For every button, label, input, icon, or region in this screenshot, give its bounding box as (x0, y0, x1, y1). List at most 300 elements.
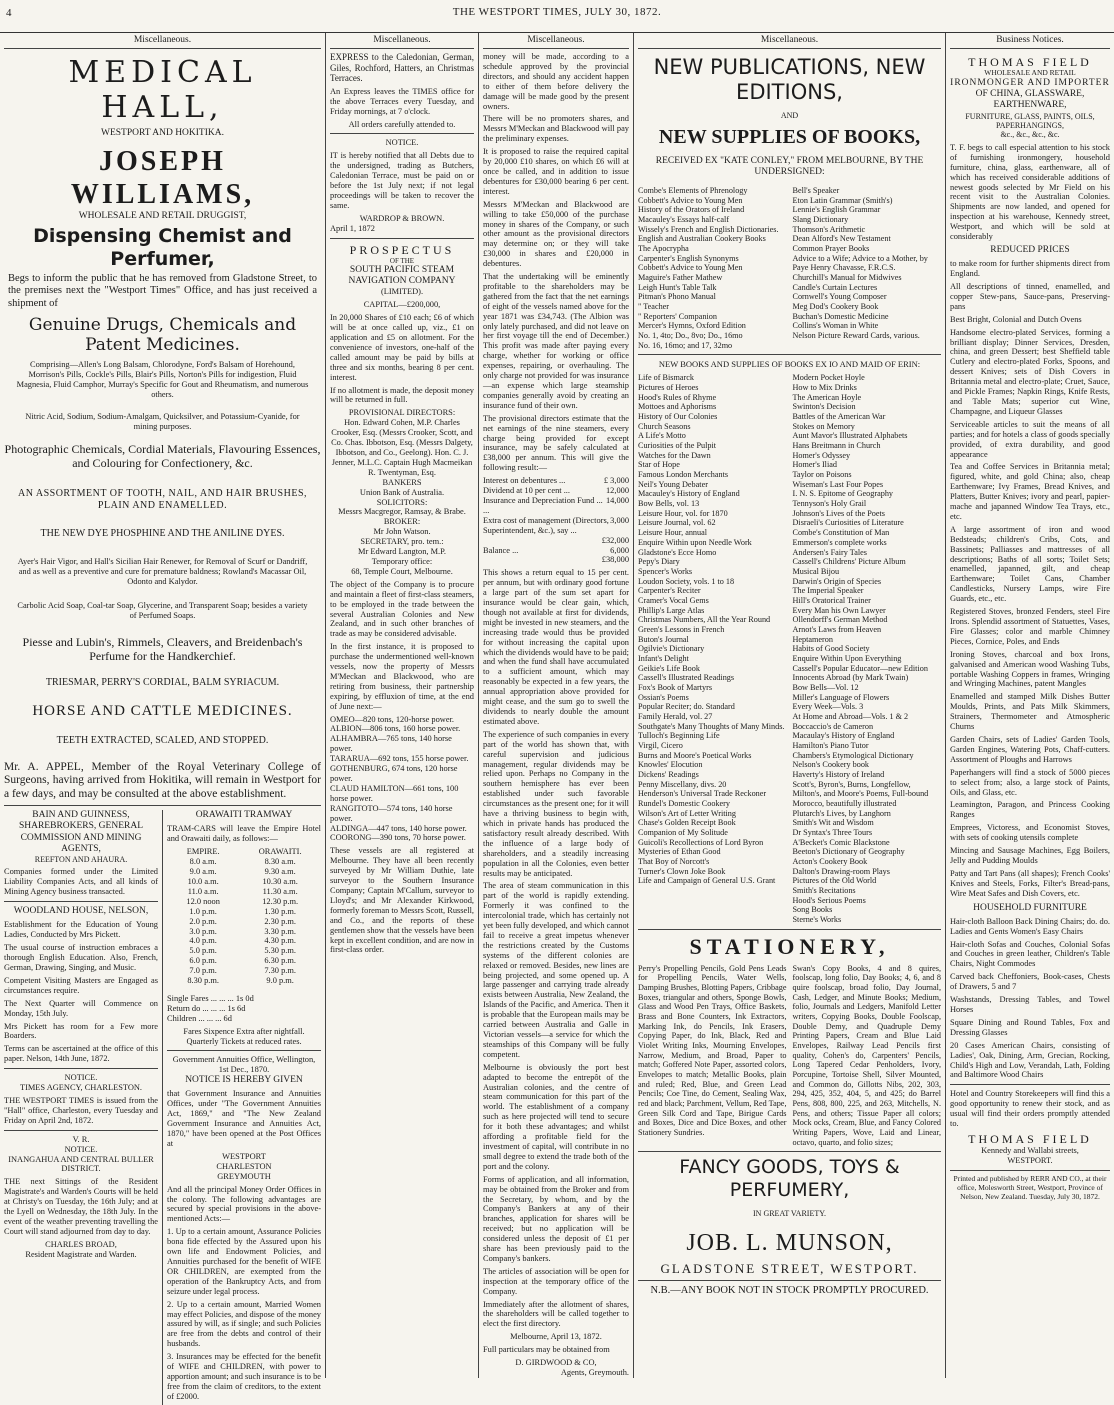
book-title: Dr Syntax's Three Tours (792, 827, 873, 837)
timetable-time: 12.30 p.m. (262, 896, 299, 906)
company-limited: (LIMITED). (380, 287, 424, 297)
stock-item: All descriptions of tinned, enamelled, and copper Stew-pans, Sauce-pans, Preserving-pans (950, 282, 1110, 311)
financial-value: 3,000 (610, 515, 629, 525)
financial-label: Balance ... (483, 545, 519, 555)
book-title: Miller's Language of Flowers (792, 692, 890, 702)
book-title: Henderson's Universal Trade Reckoner (638, 789, 767, 799)
book-title: Cassell's Illustrated Readings (638, 673, 735, 683)
book-title: Leigh Hunt's Table Talk (638, 282, 717, 292)
book-title: Cassell's Childrens' Picture Album (792, 557, 906, 567)
book-title: Burns and Moore's Poetical Works (638, 750, 752, 760)
book-title: Virgil, Cicero (638, 740, 683, 750)
book-title: Tennyson's Holy Grail (792, 499, 867, 509)
fleet-paragraph: In the first instance, it is proposed to purchase the undermentioned well-known vessels, now the property of Messrs M'Meckan and Blackwood, who are retiring from business, their partnership expiring, by effluxion of time, at the end of June next:— (330, 642, 474, 711)
household-heading: HOUSEHOLD FURNITURE (973, 902, 1087, 913)
book-title: Phillip's Large Atlas (638, 605, 705, 615)
book-title: Stokes on Memory (792, 421, 855, 431)
book-title: Arnot's Laws from Heaven (792, 624, 882, 634)
field-china: OF CHINA, GLASSWARE, EARTHENWARE, (975, 89, 1085, 111)
book-title: Scott's, Byron's, Burns, Longfellow, Milton's, and Moore's Poems, Full-bound Morocco, beautifully illustrated (792, 779, 929, 808)
stock-item: Patty and Tart Pans (all shapes); French Cooks' Knives and Steels, Forks, Filter's Bread-pans, Wire Meat Safes and Dish Covers, etc. (950, 868, 1110, 898)
book-title: Smith's Wit and Wisdom (792, 818, 874, 828)
book-title: Smith's Recitations (792, 886, 856, 896)
notice-heading: NOTICE. (64, 1073, 98, 1083)
book-title: Aunt Mavor's Illustrated Alphabets (792, 431, 908, 441)
book-title: Pepy's Diary (638, 557, 680, 567)
book-title: Turner's Clown Joke Book (638, 866, 726, 876)
timetable (167, 847, 321, 986)
book-title: Combe's Constitution of Man (792, 528, 890, 538)
prospectus-of: OF THE (389, 256, 415, 265)
book-title: Every Man his Own Lawyer (792, 605, 886, 615)
column-heading: Miscellaneous. (483, 33, 629, 49)
imprint: Printed and published by RERR AND CO., at their office, Molesworth Street, Westport, Province of Nelson, New Zealand. Tuesday, July 30, 1872. (953, 1173, 1107, 1201)
ship-entry: GOTHENBURG, 674 tons, 120 horse power. (330, 764, 458, 784)
stationery-heading: STATIONERY, (689, 933, 890, 959)
book-title: Rundel's Domestic Cookery (638, 798, 730, 808)
timetable-time: 6.0 p.m. (189, 956, 217, 966)
times-agency: TIMES AGENCY, CHARLESTON. (19, 1083, 143, 1093)
column-heading: Miscellaneous. (330, 33, 474, 49)
woodland-p6: Terms can be ascertained at the office of this paper. Nelson, 14th June, 1872. (4, 1044, 158, 1064)
book-title: Popular Reciter; do. Standard (638, 702, 735, 712)
page-header (0, 0, 1114, 33)
book-title: Boccaccio's de Cameron (792, 721, 874, 731)
book-title: Eton Latin Grammar (Smith's) (792, 195, 893, 205)
furniture-item: Hair-cloth Balloon Back Dining Chairs; do. do. Ladies and Gents Women's Easy Chairs (950, 916, 1110, 936)
ad-comprising: Comprising—Allen's Long Balsam, Chlorodyne, Ford's Balsam of Horehound, Morrison's Pills, Cockle's Pills, Blair's Pills, Norton's Pills for indigestion, Fluid Magnesia, Fluid Camphor, Murray's Specific for Gout and Rheumatism, and numerous others. (16, 360, 309, 399)
para-3: It is proposed to raise the required capital by 20,000 £10 shares, on which £6 will at once be called, and in addition to issue debentures for £30,000 bearing 6 per cent. interest. (483, 147, 629, 196)
timetable-time: 10.30 a.m. (262, 876, 298, 886)
book-title: Pitman's Phono Manual (638, 292, 716, 302)
express-ad-2: An Express leaves the TIMES office for the above Terraces every Tuesday, and Friday mornings, at 7 o'clock. (330, 86, 474, 116)
govt-points (167, 1227, 321, 1401)
book-title: Swinton's Decision (792, 402, 856, 412)
para-6: The provisional directors estimate that the net earnings of the nine steamers, every charge being provided for except insurance, may be safely calculated at £38,000 per annum. This will give the following result:— (483, 413, 629, 473)
booklist-2 (638, 373, 941, 924)
book-title: Lennie's English Grammar (792, 205, 881, 215)
book-title: Family Herald, vol. 27 (638, 711, 713, 721)
ship-entry: ALBION—806 tons, 160 horse power. (330, 724, 461, 734)
broker: Mr John Watson. (373, 527, 431, 537)
book-title: Leisure Journal, vol. 62 (638, 518, 716, 528)
secretary: Mr Edward Langton, M.P. (358, 547, 446, 557)
nb-line: N.B.—ANY BOOK NOT IN STOCK PROMPTLY PROCURED. (650, 1285, 929, 1297)
stationery-col-b: Swan's Copy Books, 4 and 8 quires, foolscap, long folio, Day Books; 4, 6, and 8 quire foolscap, broad folio, Day Journal, Cash, Ledger, and Minute Books; Medium, folio, Journals and Ledgers, Manifold Letter writers, Copying Books, Double Foolscap, Double Demy, and Quadruple Demy Printing Papers, Cream and Blue Laid Envelopes, Railway Lead Pencils first quality, Cohen's do, Carpenters' Pencils, Long Tapered Cedar Penholders, Ivory, Porcupine, Tortoise Shell, Silver Mounted, and Common do, Gillotts Nibs, 202, 303, 294, 425, 352, 404, 5, and 425; do Barrel Pens, 808, 800, 225, and 263, Mitchells, N. Pens, and others; Tissue Paper all colors; Mock ocks, Cream, Blue, and Fancy Colored Writing Papers, Wove, Laid and Linear, octavo, quarto, and folio sizes; (792, 963, 941, 1147)
book-title: Meg Dod's Cookery Book (792, 302, 879, 312)
book-title: Thomson's Arithmetic (792, 224, 866, 234)
book-title: Darwin's Origin of Species (792, 576, 882, 586)
bankers: Union Bank of Australia. (359, 487, 445, 497)
masthead: THE WESTPORT TIMES, JULY 30, 1872. (452, 6, 662, 18)
timetable-time: 9.0 a.m. (189, 867, 217, 877)
stock-item: Paperhangers will find a stock of 5000 pieces to select from; also, a large stock of Paints, Oils, and Glass, etc. (950, 767, 1110, 797)
book-title: Chambers's Etymological Dictionary (792, 750, 914, 760)
book-title: Wilson's Art of Letter Writing (638, 808, 736, 818)
ad-subtitle: WESTPORT AND HOKITIKA. (100, 127, 224, 138)
book-title: Chase's Golden Receipt Book (638, 818, 736, 828)
book-title: Disraeli's Curiosities of Literature (792, 518, 904, 528)
stock-item: Tea and Coffee Services in Britannia metal; figured, white, and gold China; also, cheap Earthenware; Ivy Frames, Bread Knives, and Platters, Butter Knives; ivory and pearl, papier-mache and japanned Window Tea Trays, etc., etc. (950, 462, 1110, 521)
timetable-time: 2.30 p.m. (264, 916, 296, 926)
para-2: There will be no promoters shares, and Messrs M'Meckan and Blackwood will pay the preliminary expenses. (483, 114, 629, 144)
book-title: Cobbett's Advice to Young Men (638, 263, 743, 273)
furniture-item: Washstands, Dressing Tables, and Towel Horses (950, 995, 1110, 1015)
timetable-time: 9.0 p.m. (266, 976, 294, 986)
ship-entry: OMEO—820 tons, 120-horse power. (330, 714, 454, 724)
book-title: Bell's Speaker (792, 185, 840, 195)
timetable-time: 12.0 noon (186, 896, 220, 906)
timetable-time: 1.0 p.m. (189, 906, 217, 916)
book-title: Acton's Cookery Book (792, 857, 868, 866)
woodland-p4: The Next Quarter will Commence on Monday, 15th July. (4, 998, 158, 1018)
capital-body: In 20,000 Shares of £10 each; £6 of which will be at once called up, viz., £1 on application and £5 on allotment. For the convenience of investors, one-half of the called amount may be paid by bills at three and six months, bearing 8 per cent. interest. (330, 313, 474, 382)
book-title: Southgate's Many Thoughts of Many Minds. (638, 721, 785, 731)
book-title: Habits of Good Society (792, 644, 870, 654)
timetable-time: 5.30 p.m. (264, 946, 296, 956)
orawaiti-tramway (167, 810, 321, 1404)
book-title: Knowles' Elocution (638, 760, 703, 770)
book-title: Collins's Woman in White (792, 321, 879, 331)
ad-genuine: Genuine Drugs, Chemicals and Patent Medicines. (28, 315, 297, 356)
book-title: Heptameron (792, 634, 833, 644)
book-title: Haverty's History of Ireland (792, 769, 885, 779)
book-title: The Imperial Speaker (792, 586, 864, 596)
agents-line: Agents, Greymouth. (560, 1368, 629, 1377)
financial-row (483, 516, 629, 536)
book-title: Bow Bells—Vol. 12 (792, 682, 859, 692)
field-furn: FURNITURE, GLASS, PAINTS, OILS, PAPERHANGINGS, (965, 111, 1095, 131)
book-title: Musical Bijou (792, 566, 840, 576)
book-title: Enquire Within upon Needle Work (638, 537, 752, 547)
book-title: Dalton's Drawing-room Plays (792, 866, 890, 876)
column-3 (478, 33, 633, 1378)
book-title: Candle's Curtain Lectures (792, 282, 878, 292)
ships-paragraph: These vessels are all registered at Melbourne. They have all been recently surveyed by Mr William Duthie, late surveyor to the Southern Insurance Company; Captain M'Callum, surveyor to Lloyd's; and Mr Alexander Kirkwood, formerly foreman to Messrs Scott, Russell, and Co., and the reports of these gentlemen show that the vessels have been kept in excellent condition, and are now in first-class order. (330, 846, 474, 955)
express-ad: EXPRESS to the Caledonian, German, Giles, Rochford, Hatters, an Christmas Terraces. (330, 52, 474, 84)
book-title: Wissely's French and English Dictionaries. (638, 224, 779, 234)
timetable-time: 11.0 a.m. (187, 886, 219, 896)
book-title: " Teacher (638, 302, 670, 312)
govt-point: 1. Up to a certain amount, Assurance Policies bona fide effected by the Assured upon his own life and Endowment Policies, and Annuities purchased for the benefit of WIFE OR CHILDREN, are exempted from the operation of the Bankruptcy Acts, and from seizure under legal process. (167, 1227, 321, 1296)
date-line: Melbourne, April 13, 1872. (510, 1332, 602, 1342)
stationery-body (638, 964, 941, 1148)
variety: IN GREAT VARIETY. (753, 1209, 826, 1219)
munson: JOB. L. MUNSON, (686, 1229, 893, 1256)
book-title: Fox's Book of Martyrs (638, 682, 713, 692)
books-headline-2: NEW SUPPLIES OF BOOKS, (658, 125, 921, 148)
ships-list (330, 715, 474, 844)
stock-item: Garden Chairs, sets of Ladies' Garden Tools, Garden Engines, Watering Pots, Chaff-cutters. Assortment of Ploughs and Harrows (950, 734, 1110, 764)
book-title: History of Our Colonies (638, 412, 718, 422)
book-title: Carpenter's Reciter (638, 586, 701, 596)
book-title: Homer's Iliad (792, 460, 837, 470)
ad-intro: Begs to inform the public that he has removed from Gladstone Street, to the premises next the "Westport Times" Office, and has just received a shipment of (8, 273, 317, 309)
book-title: Famous London Merchants (638, 470, 729, 480)
financial-value: 12,000 (605, 486, 629, 496)
stock-item: Handsome electro-plated Services, forming a brilliant display; Dinner Services, Dresden, china, and green Dessert; best Sheffield table Cutlery and electro-plated Forks, Spoons, and dessert Knives; sets of Dish Covers in Britannia metal and electro-plate; Cruet, Sauce, and Pickle Frames; Napkin Rings, Knife Rests, and Table Mats; superior cut Wine, Champagne, and Liqueur Glasses (950, 327, 1110, 416)
field-iron: IRONMONGER AND IMPORTER (950, 78, 1110, 88)
timetable-time: 8.0 a.m. (189, 857, 217, 867)
ship-entry: ALHAMBRA—765 tons, 140 horse power. (330, 734, 452, 754)
book-title: Modern Pocket Hoyle (792, 373, 865, 383)
book-title: Guicoli's Recollections of Lord Byron (638, 837, 764, 847)
book-title: Every Week—Vols. 3 (792, 702, 864, 712)
book-title: That Boy of Norcott's (638, 857, 710, 866)
financial-label: Extra cost of management (Directors, Superintendent, &c.), say ... (483, 515, 609, 535)
book-title: Nelson's Cookery book (792, 760, 870, 770)
times-agency-body: THE WESTPORT TIMES is issued from the "Hall" office, Charleston, every Tuesday and Friday on April 2nd, 1872. (4, 1096, 158, 1125)
book-title: Macauley's History of England (638, 489, 740, 499)
financial-row (483, 536, 629, 546)
book-title: Churchill's Manual for Midwives (792, 273, 902, 283)
govt-notice-heading: NOTICE IS HEREBY GIVEN (185, 1075, 303, 1086)
advertiser-name: JOSEPH WILLIAMS, (70, 145, 255, 211)
book-title: Carpenter's English Synonyms (638, 253, 739, 263)
bain-heading: BAIN AND GUINNESS, SHAREBROKERS, GENERAL COMMISSION AND MINING AGENTS, (18, 810, 144, 854)
fare-line: Return do ... ... ... 1s 6d (167, 1003, 246, 1013)
para-9: The area of steam communication in this part of the world is rapidly extending. Formerly it was confined to the intercolonial trade, which has certainly not yet been fully developed, and which cannot fail to receive a great impetus whenever the restrictions created by the Customs systems of the different colonies are relaxed or removed. Besides, new lines are being projected, and some opened up. A large passenger and carrying trade already exists between Australia, New Zealand, the Islands of the Pacific, and America. Then it is probable that the European mails may be carried between Australia and Galle in Victorian vessels—a service for which the steamships of this Company will be fully competent. (483, 881, 629, 1059)
book-title: Song Books (792, 905, 833, 915)
govt-point: 2. Up to a certain amount, Married Women may effect Policies, and dispose of the money assured by will, as if single; and such Policies are free from the debts and control of their husbands. (167, 1299, 321, 1349)
broker-heading: BROKER: (383, 517, 421, 527)
orawaiti-heading: ORAWAITI TRAMWAY (195, 810, 293, 821)
field-etc: &c., &c., &c., &c. (1000, 130, 1060, 140)
books-and: AND (780, 110, 799, 120)
book-title: Infant's Delight (638, 653, 689, 663)
financial-value: £32,000 (601, 535, 629, 545)
book-title: Cassell's Popular Educator—new Edition (792, 663, 928, 673)
stock-item: Ironing Stoves, charcoal and box Irons, galvanised and American wood Washing Tubs, portable Washing Coppers in frames, Wringing and Wringing Machines, patent Mangles (950, 649, 1110, 689)
ad-piesse: Piesse and Lubin's, Rimmels, Cleavers, and Breidenbach's Perfume for the Handkerchief. (22, 634, 303, 664)
financial-row (483, 476, 629, 486)
book-title: At Home and Abroad—Vols. 1 & 2 (792, 711, 909, 721)
stock-item: A large assortment of iron and wood Bedsteads; children's Cribs, Cots, and Bassinets; Palliasses and mattresses of all descriptions; Baths of all sorts; Toilet Sets; enamelled, japanned, gilt, and cheap Earthenware; Toilet Cans, Chamber Candlesticks, Nursery Lamps, wire Fire Guards, etc., etc. (950, 524, 1110, 604)
timetable-time: 4.0 p.m. (189, 936, 217, 946)
financial-row (483, 546, 629, 556)
booklist-1 (638, 186, 941, 350)
woodland-p2: The usual course of instruction embraces a thorough English Education. Also, French, German, Drawing, Singing, and Music. (4, 943, 158, 973)
place-westport: WESTPORT (222, 1151, 266, 1161)
financial-value: 6,000 (610, 545, 629, 555)
girdwood: D. GIRDWOOD & CO, (515, 1358, 597, 1368)
ship-entry: CLAUD HAMILTON—661 tons, 100 horse power. (330, 783, 459, 803)
book-title: Pictures of the Old World (792, 876, 877, 886)
column-4 (633, 33, 945, 1378)
financial-row (483, 486, 629, 496)
items-list (950, 282, 1110, 899)
reduced-heading: REDUCED PRICES (990, 244, 1070, 255)
ship-entry: TARARUA—692 tons, 155 horse power. (330, 754, 469, 764)
govt-body-2: And all the principal Money Order Offices in the colony. The following advantages are secured by special provisions in the above-mentioned Acts:— (167, 1184, 321, 1224)
vr-mark: V. R. (72, 1134, 90, 1144)
book-title: Cramer's Vocal Gems (638, 595, 709, 605)
book-title: Advice to a Wife; Advice to a Mother, by Paye Henry Chavasse, F.R.C.S. (792, 253, 928, 273)
book-title: Innocents Abroad (by Mark Twain) (792, 673, 909, 683)
para-8: The experience of such companies in every part of the world has shown that, with careful supervision and judicious management, regular dividends may be relied upon. Perhaps no Company in the southern hemisphere has ever been established under such favorable circumstances as the present one; for it will have a thriving business to begin with, which in private hands has produced the satisfactory result already described. With the influence of a large body of shareholders, and a steadily increasing population in all the Colonies, even better results may be anticipated. (483, 729, 629, 878)
book-title: Slang Dictionary (792, 214, 849, 224)
broad-title: Resident Magistrate and Warden. (25, 1249, 137, 1259)
stock-item: Registered Stoves, bronzed Fenders, steel Fire Irons. Splendid assortment of Statuettes, Vases, Fire Glasses; color and marble Chimney Pieces, Cornice, Poles, and Ends (950, 607, 1110, 646)
column-2 (325, 33, 478, 1378)
book-title: Christmas Numbers, All the Year Round (638, 615, 771, 625)
financial-value: £38,000 (601, 555, 629, 565)
ship-entry: ALDINGA—447 tons, 140 horse power. (330, 823, 467, 833)
inangahua-heading: INANGAHUA AND CENTRAL BULLER DISTRICT. (8, 1154, 154, 1174)
notice-date: April 1, 1872 (330, 223, 375, 233)
notice-heading: NOTICE. (385, 138, 419, 148)
financial-value: 14,000 (605, 495, 629, 505)
allotment: If no allotment is made, the deposit money will be returned in full. (330, 385, 474, 405)
book-title: Hood's Rules of Rhyme (638, 392, 717, 402)
timetable-time: 5.0 p.m. (189, 946, 217, 956)
book-title: Dean Alford's New Testament (792, 234, 891, 244)
notice-heading-2: NOTICE. (64, 1144, 98, 1154)
book-title: Tulloch's Beginning Life (638, 731, 720, 741)
munson-address: GLADSTONE STREET, WESTPORT. (660, 1260, 919, 1276)
orawaiti-intro: TRAM-CARS will leave the Empire Hotel and Orawaiti daily, as follows:— (167, 824, 321, 844)
ad-dye: THE NEW DYE PHOSPHINE AND THE ANILINE DYES. (40, 527, 285, 539)
express-ad-3: All orders carefully attended to. (348, 119, 456, 129)
book-title: Emmerson's complete works (792, 537, 887, 547)
book-title: The American Hoyle (792, 392, 862, 402)
ad-triesmar: TRIESMAR, PERRY'S CORDIAL, BALM SYRIACUM. (45, 677, 280, 689)
book-title: Common Prayer Books (792, 244, 870, 253)
book-title: A Life's Motto (638, 431, 686, 441)
fares-note: Fares Sixpence Extra after nightfall. Quarterly Tickets at reduced rates. (183, 1026, 305, 1046)
book-title: Leisure Hour, vol. for 1870 (638, 508, 728, 518)
book-title: Green's Lessons in French (638, 624, 725, 634)
solicitors-heading: SOLICITORS: (376, 497, 428, 507)
ad-brushes: AN ASSORTMENT OF TOOTH, NAIL, AND HAIR BRUSHES, PLAIN AND ENAMELLED. (17, 488, 308, 511)
office-heading: Temporary office: (371, 556, 433, 566)
kennedy: Kennedy and Wallabi streets, (981, 1146, 1079, 1156)
directors: Hon. Edward Cohen, M.P. Charles Crooker, Esq. (Messrs Crooker, Scott, and Co. Chas. Ibbotson, Esq. (Messrs Dalgety, Ibbotson, and Co., Geelong). Hon. C. J. Jenner, M.L.C. Captain Hugh Macmeikan R. Twentyman, Esq. (331, 418, 473, 477)
stock-item: Enamelled and stamped Milk Dishes Butter Moulds, Prints, and Pats Milk Skimmers, Strainers, Thermometer and Atmospheric Churns (950, 692, 1110, 732)
book-title: Macauley's Essays half-calf (638, 214, 730, 224)
timetable-time: 7.0 p.m. (189, 966, 217, 976)
bankers-heading: BANKERS (382, 477, 422, 487)
trade-line: WHOLESALE AND RETAIL DRUGGIST, (78, 211, 247, 222)
stationery-col-a: Perry's Propelling Pencils, Gold Pens Leads for Propelling Pencils, Water Wells, Damping Brushes, Blotting Papers, Cribbage Boxes, triangular and others, Sponge Bowls, Glass and Wood Pen Trays, Office Baskets, Brass and Bone Counters, Ink Extractors, Marking Ink, do Pencils, Ink Erasers, Copying Paper, do Ink, Black, Red and Violet Writing Inks, Mourning Envelopes, Narrow, Medium, and Broad, Paper to match; Goffered Note Paper, assorted colors, Envelopes to match; Metallic Books, plain and ruled; Red, Blue, and Green Lead Pencils; Coe Tine, do Cement, Sealing Wax, red and black; Parchment, Vellum, Red Tape, Green Silk Cord and Tape, Birigue Cards and Boxes, Dice and Dice Boxes, and other Stationery Sundries. (638, 963, 787, 1138)
book-title: Geikie's Life Book (638, 663, 700, 673)
left-subcolumn (4, 810, 163, 1404)
woodland-body: Establishment for the Education of Young Ladies, Conducted by Mrs Pickett. (4, 920, 158, 940)
column-heading: Business Notices. (950, 33, 1110, 49)
erin-heading: NEW BOOKS AND SUPPLIES OF BOOKS EX IO AND MAID OF ERIN: (658, 359, 921, 370)
book-title: Taylor on Poisons (792, 470, 852, 480)
para-11: Forms of application, and all information, may be obtained from the Broker and from the Secretary, by whom, and by the Company's Bankers at any of their branches, application for shares will be received; but no application will be considered unless the deposit of £1 per share has been previously paid to the Company's bankers. (483, 1174, 629, 1263)
place-greymouth: GREYMOUTH (217, 1171, 271, 1181)
directors-heading: PROVISIONAL DIRECTORS: (348, 408, 456, 418)
ad-ayer: Ayer's Hair Vigor, and Hall's Sicilian Hair Renewer, for Removal of Scurf or Dandriff, and as well as a preventive and cure for premature baldness; Rowland's Macassar Oil, Odonto and Kalydor. (17, 557, 308, 587)
timetable-time: 1.30 p.m. (264, 906, 296, 916)
book-title: I. N. S. Epitome of Geography (792, 489, 894, 499)
book-title: Buton's Journal (638, 634, 689, 644)
para-5: That the undertaking will be eminently profitable to the shareholders may be gathered from the fact that the net earnings of eight of the vessels named above for the year 1871 was £34,743. (The Albion was only lately purchased, and did not leave on her first voyage till the end of December.) This profit was made after paying every charge, whether for working or office expenses, repairing, or overhauling. The only charge not provided for was insurance—an expense which large steamship companies generally avoid by creating an insurance fund of their own. (483, 272, 629, 410)
field-body: T. F. begs to call especial attention to his stock of furnishing ironmongery, household furniture, china, glass, earthenware, all of which has received considerable additions of newest goods selected by Mr Field on his recent visit to the Australian Colonies. Shipments are now landed, and opened for inspection at his warehouse, Kennedy street, Westport, and which will be sold at considerably (950, 142, 1110, 242)
book-title: Macaulay's History of England (792, 731, 895, 741)
financial-label: Insurance and Depreciation Fund ... ... (483, 495, 603, 515)
book-title: Hans Breitmann in Church (792, 441, 881, 451)
financial-row (483, 496, 629, 516)
timetable-time: 8.30 a.m. (264, 857, 296, 867)
ship-entry: RANGITOTO—574 tons, 140 horse power. (330, 803, 453, 823)
timetable-time: 3.30 p.m. (264, 926, 296, 936)
govt-office: Government Annuities Office, Wellington, 1st Dec., 1870. (172, 1055, 316, 1075)
book-title: Mercer's Hymns, Oxford Edition (638, 321, 746, 331)
book-title: Companion of My Solitude (638, 827, 728, 837)
ad-photographic: Photographic Chemicals, Cordial Materials, Flavouring Essences, and Colouring for Confectionery, &c. (4, 441, 321, 470)
fare-line: Single Fares ... ... ... 1s 0d (167, 993, 254, 1003)
book-title: Ossian's Poems (638, 692, 689, 702)
ad-teeth: TEETH EXTRACTED, SCALED, AND STOPPED. (56, 734, 269, 746)
field-name-2: THOMAS FIELD (968, 1131, 1092, 1146)
column-heading: Miscellaneous. (4, 33, 321, 49)
timetable-time: 7.30 p.m. (264, 966, 296, 976)
book-title: No. 16, 16mo; and 17, 32mo (638, 340, 733, 350)
book-title: Hamilton's Piano Tutor (792, 740, 869, 750)
fare-line: Children ... ... ... 6d (167, 1013, 232, 1023)
company-name: SOUTH PACIFIC STEAM NAVIGATION COMPANY (348, 265, 456, 287)
page-number: 4 (6, 7, 12, 19)
stock-item: Emprees, Victoress, and Economist Stoves, with sets of cooking utensils complete (950, 823, 1110, 843)
timetable-time: 8.30 p.m. (187, 976, 219, 986)
timetable-col-empire: EMPIRE. (186, 847, 220, 857)
book-title: Ogilvie's Dictionary (638, 644, 705, 654)
para-10: Melbourne is obviously the port best adapted to become the entrepôt of the Australian colonies, and the centre of steam communication for this part of the world. The establishment of a company such as here projected will tend to secure for it both these advantages; and whilst affording a profitable field for the investment of capital, will contribute in no small degree to extend the trade both of the port and the colony. (483, 1062, 629, 1171)
stock-item: Serviceable articles to suit the means of all parties; and for hotels a class of goods specially provided, of extra durability, and good appearance (950, 419, 1111, 459)
furniture-item: Hair-cloth Sofas and Couches, Colonial Sofas and Couches in green leather, Children's Table Chairs, Night Commodes (950, 939, 1110, 969)
furniture-item: Square Dining and Round Tables, Fox and Dressing Glasses (950, 1017, 1110, 1037)
book-title: Curiosities of the Pulpit (638, 441, 717, 451)
book-title: No. 1, 4to; Do., 8vo; Do., 16mo (638, 331, 743, 341)
column-heading: Miscellaneous. (638, 33, 941, 49)
column-1 (0, 33, 325, 1401)
field-name: THOMAS FIELD (968, 55, 1092, 69)
para-7: This shows a return equal to 15 per cent. per annum, but with ordinary good fortune a large part of the sum set apart for insurance would be clear gain, which, though not available at first for dividends, might be invested in new steamers, and the increasing trade would thus be provided for without increasing the capital upon which the dividends would have to be paid; and when the fund shall have accumulated to a sufficient amount, which may reasonably be expected in a few years, the annual appropriation above provided for might cease, and the sum go to swell the dividends to nearly double the amount estimated above. (483, 568, 629, 726)
book-title: Buchan's Domestic Medicine (792, 311, 889, 321)
book-title: Dickens' Readings (638, 769, 699, 779)
book-title: The Apocrypha (638, 244, 689, 253)
govt-point: 3. Insurances may be effected for the benefit of WIFE and CHILDREN, with power to apportion amount; and such insurance is to be free from the claim of creditors, to the extent of £2000. (167, 1352, 321, 1401)
inangahua-body: THE next Sittings of the Resident Magistrate's and Warden's Courts will be held at Christy's on Tuesday, the 16th July; and at the Lyell on Wednesday, the 18th July. In the event of the weather preventing travelling the Court will stand adjourned from day to day. (4, 1177, 158, 1236)
book-title: Spencer's Works (638, 566, 693, 576)
para-13: Immediately after the allotment of shares, the shareholders will be called together to elect the first directory. (483, 1299, 629, 1329)
financial-label: Interest on debentures ... (483, 476, 566, 486)
book-title: Life of Bismarck (638, 373, 694, 383)
book-title: History of the Orators of Ireland (638, 205, 745, 215)
woodland-p5: Mrs Pickett has room for a Few more Boarders. (4, 1021, 158, 1041)
timetable-col-orawaiti: ORAWAITI. (258, 847, 302, 857)
bain-place: REEFTON AND AHAURA. (34, 855, 128, 865)
timetable-time: 9.30 a.m. (264, 867, 296, 877)
book-title: Cobbett's Advice to Young Men (638, 195, 743, 205)
hotel-note: Hotel and Country Storekeepers will find this a good opportunity to renew their stock, and as usual will find their orders promptly attended to. (950, 1089, 1110, 1129)
book-title: Johnson's Lives of the Poets (792, 508, 885, 518)
ad-headline: Dispensing Chemist and Perfumer, (33, 225, 292, 270)
place-charleston: CHARLESTON (216, 1161, 272, 1171)
financial-row (483, 555, 629, 565)
para-12: The articles of association will be open for inspection at the temporary office of the Company. (483, 1266, 629, 1296)
solicitors: Messrs Macgregor, Ramsay, & Brabe. (338, 507, 466, 517)
book-title: Combe's Elements of Phrenology (638, 185, 748, 195)
object-paragraph: The object of the Company is to procure and maintain a fleet of first-class steamers, to be employed in the trade between the several Australian Colonies and New Zealand, and in such other branches of trade as may be considered advisable. (330, 579, 474, 639)
books-received: RECEIVED EX "KATE CONLEY," FROM MELBOURNE, BY THE UNDERSIGNED: (655, 155, 924, 177)
furniture-item: Carved back Cheffoniers, Book-cases, Chests of Drawers, 5 and 7 (950, 972, 1110, 992)
timetable-time: 11.30 a.m. (262, 886, 298, 896)
book-title: Neil's Young Debater (638, 479, 708, 489)
